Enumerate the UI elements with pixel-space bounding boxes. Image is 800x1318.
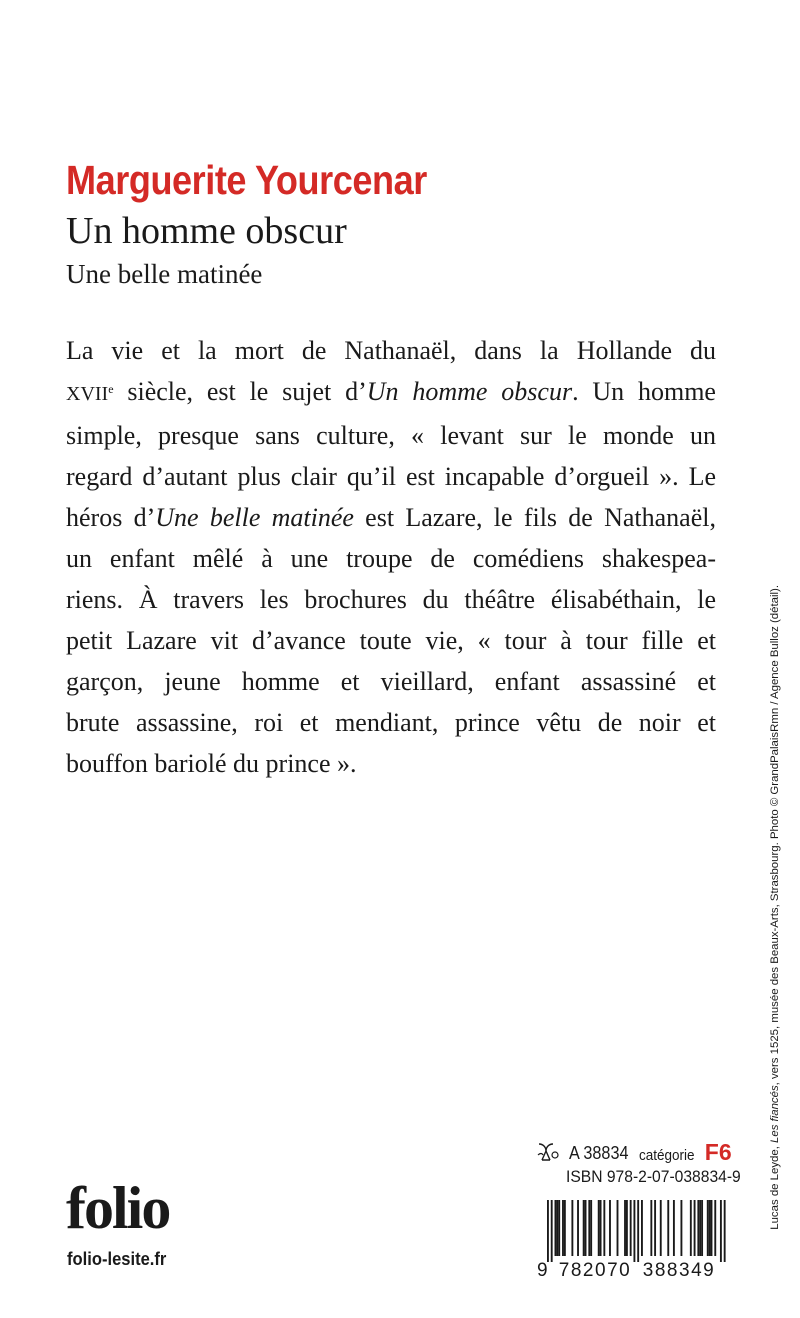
barcode-bar xyxy=(603,1200,605,1256)
blurb-line: La vie et la mort de Nathanaël, dans la Hollande du xyxy=(66,336,716,365)
barcode-bar xyxy=(617,1200,619,1256)
barcode-bar xyxy=(711,1200,713,1256)
barcode-digits-left: 782070 xyxy=(558,1260,632,1278)
blurb-text xyxy=(66,330,716,784)
barcode-bar xyxy=(588,1200,590,1256)
barcode-bar xyxy=(654,1200,656,1256)
barcode-bar xyxy=(609,1200,611,1256)
barcode-bar xyxy=(571,1200,573,1256)
barcode-bar xyxy=(650,1200,652,1256)
photo-credit xyxy=(770,585,781,1230)
blurb-line xyxy=(66,371,716,415)
barcode-bar xyxy=(720,1200,722,1262)
blurb-line: riens. À travers les brochures du théâtre élisabéthain, le xyxy=(66,585,716,614)
book-subtitle: Une belle matinée xyxy=(66,259,263,289)
blurb-fragment: siècle, est le sujet d’ xyxy=(113,377,367,406)
barcode-bar xyxy=(660,1200,662,1256)
barcode-bar xyxy=(583,1200,585,1256)
publisher-website: folio-lesite.fr xyxy=(67,1249,167,1269)
barcode-bar xyxy=(598,1200,600,1256)
blurb-line: simple, presque sans culture, « levant sur le monde un xyxy=(66,421,716,450)
blurb-italic-title: Une belle matinée xyxy=(155,503,354,532)
catalog-reference xyxy=(537,1134,732,1164)
shell-icon xyxy=(537,1142,559,1162)
century-superscript: e xyxy=(108,382,114,396)
blurb-line: garçon, jeune homme et vieillard, enfant assassiné et xyxy=(66,667,716,696)
century-numeral: XVII xyxy=(66,383,109,405)
barcode-bar xyxy=(577,1200,579,1256)
barcode-bar xyxy=(707,1200,709,1256)
barcode-bar xyxy=(564,1200,566,1256)
blurb-line: brute assassine, roi et mendiant, prince vêtu de noir et xyxy=(66,708,716,737)
barcode-digit-first: 9 xyxy=(537,1260,548,1278)
barcode-digits-right: 388349 xyxy=(642,1260,716,1278)
barcode-bar xyxy=(714,1200,716,1256)
blurb-line: bouffon bariolé du prince ». xyxy=(66,749,357,778)
barcode-bar xyxy=(600,1200,602,1256)
barcode-bar xyxy=(562,1200,564,1256)
barcode-bar xyxy=(590,1200,592,1256)
barcode xyxy=(533,1198,729,1278)
barcode-bar xyxy=(709,1200,711,1256)
barcode-bar xyxy=(690,1200,692,1256)
barcode-bar xyxy=(694,1200,696,1256)
isbn-number: ISBN 978-2-07-038834-9 xyxy=(566,1167,741,1186)
author-name: Marguerite Yourcenar xyxy=(66,157,427,203)
folio-logo: folio xyxy=(66,1175,170,1241)
barcode-bar xyxy=(699,1200,701,1256)
barcode-bars xyxy=(547,1200,726,1262)
barcode-bar xyxy=(724,1200,726,1262)
category-label: catégorie xyxy=(639,1147,695,1164)
blurb-fragment: . Un homme xyxy=(572,377,716,406)
barcode-bar xyxy=(551,1200,553,1262)
credit-artwork-title: Les fiancés xyxy=(769,1085,781,1143)
blurb-italic-title: Un homme obscur xyxy=(366,377,573,406)
credit-fragment: , vers 1525, musée des Beaux-Arts, Strasbourg. Photo © GrandPalaisRmn / Agence Bulloz (détail). xyxy=(769,585,781,1086)
credit-fragment: Lucas de Leyde, xyxy=(769,1142,781,1230)
barcode-bar xyxy=(680,1200,682,1256)
barcode-bar xyxy=(547,1200,549,1262)
barcode-bar xyxy=(641,1200,643,1256)
barcode-bar xyxy=(697,1200,699,1256)
price-category: F6 xyxy=(704,1139,732,1165)
barcode-bar xyxy=(633,1200,635,1262)
barcode-bar xyxy=(555,1200,557,1256)
barcode-bar xyxy=(637,1200,639,1262)
blurb-line xyxy=(66,497,716,538)
blurb-line: un enfant mêlé à une troupe de comédiens shakespea- xyxy=(66,544,716,573)
barcode-bar xyxy=(673,1200,675,1256)
barcode-bar xyxy=(558,1200,560,1256)
barcode-bar xyxy=(701,1200,703,1256)
blurb-line: petit Lazare vit d’avance toute vie, « tour à tour fille et xyxy=(66,626,716,655)
blurb-line: regard d’autant plus clair qu’il est incapable d’orgueil ». Le xyxy=(66,462,716,491)
barcode-bar xyxy=(630,1200,632,1256)
blurb-fragment: est Lazare, le fils de Nathanaël, xyxy=(353,503,716,532)
barcode-bar xyxy=(667,1200,669,1256)
barcode-bar xyxy=(624,1200,626,1256)
blurb-fragment: héros d’ xyxy=(66,503,156,532)
barcode-bar xyxy=(585,1200,587,1256)
reference-number: A 38834 xyxy=(569,1143,629,1163)
barcode-bar xyxy=(626,1200,628,1256)
barcode-bar xyxy=(556,1200,558,1256)
book-title: Un homme obscur xyxy=(66,210,347,252)
